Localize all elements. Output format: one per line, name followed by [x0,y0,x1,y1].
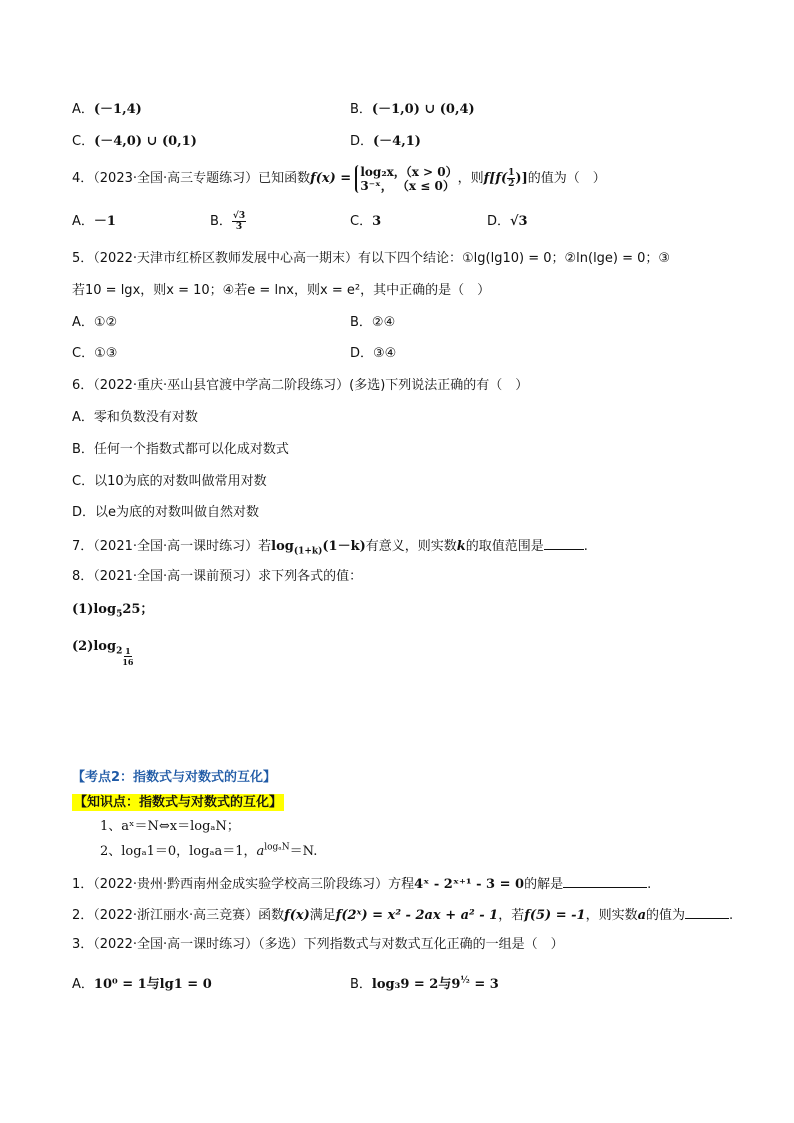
q6-option-d: D．以e为底的对数叫做自然对数 [72,505,260,520]
q4-option-d [487,212,528,232]
denominator: 16 [122,657,134,667]
question-text: . [647,877,652,892]
option-text: (－1,0) ∪ (0,4) [371,102,475,117]
question-text: （2022·天津市红桥区教师发展中心高一期末）有以下四个结论：①lg(lg10) = 0；②ln(lge) = 0；③ [93,251,671,266]
function: f(x) [284,908,310,923]
log-symbol: log [271,539,294,554]
question-text: ，若 [498,908,525,923]
q3-option-d [350,132,421,152]
option-label: A． [72,214,94,229]
q3-option-b [350,100,475,120]
knowledge-title: 【知识点：指数式与对数式的互化】 [74,795,283,810]
q4-option-c [350,212,381,232]
s3-option-a [72,975,212,995]
option-text: ②④ [371,315,396,330]
question-text: 若10 = lgx，则x = 10；④若e = lnx，则x = e²，其中正确的是（ ） [72,283,491,298]
denominator: 2 [508,179,515,189]
fraction [122,646,133,667]
option-label: D． [350,134,374,149]
question-number: 4． [72,171,94,186]
base-a: a [256,844,265,859]
option-label: B． [210,214,232,229]
log-argument: 25； [122,602,154,617]
equation: f(5) = -1 [524,908,586,923]
q3-option-c [72,132,197,152]
case-2: 3⁻ˣ， （x ≤ 0） [360,178,455,193]
numerator: 1 [125,646,131,656]
function-def: f(x) = [310,171,352,186]
q3-option-a [72,100,142,120]
case-1: log₂x，（x > 0） [360,164,458,179]
question-text: ，则 [457,171,484,186]
question-8: 8．（2021·全国·高一课前预习）求下列各式的值： [72,569,363,584]
q5-option-d [350,344,396,364]
option-text: (－1,4) [93,102,142,117]
option-text: = 3 [469,977,499,992]
section-title: 【考点2：指数式与对数式的互化】 [72,770,277,785]
part-label: (2) [72,639,94,654]
q4-option-a [72,212,116,232]
knowledge-text: 2、logₐ1＝0，logₐa＝1， [100,844,257,859]
log-base: 2 [116,646,123,657]
q4-option-b [210,208,246,236]
q6-option-a: A．零和负数没有对数 [72,410,198,425]
variable-a: a [637,908,647,923]
question-text: . [583,539,588,554]
question-number: 5． [72,251,94,266]
answer-blank[interactable] [563,873,647,888]
option-label: C． [72,134,95,149]
option-text: √3 [510,214,528,229]
equation: 4ˣ - 2ˣ⁺¹ - 3 = 0 [414,877,525,892]
option-label: D． [487,214,511,229]
log-symbol: log [93,639,117,654]
question-6: 6．（2022·重庆·巫山县官渡中学高二阶段练习）(多选)下列说法正确的有（ ） [72,378,529,393]
answer-blank[interactable] [544,535,584,550]
option-text: (－4,1) [373,134,421,149]
denominator: 3 [235,222,243,232]
option-label: A． [72,315,94,330]
knowledge-box [72,793,284,813]
log-symbol: log [93,602,117,617]
knowledge-text: ＝N. [289,844,318,859]
equation: f(2ˣ) = x² - 2ax + a² - 1 [335,908,499,923]
question-5-line-2 [72,281,490,301]
knowledge-point-1: 1、aˣ＝N⇔x＝logₐN； [100,819,240,834]
option-label: B． [350,102,372,117]
option-label: A． [72,102,94,117]
option-text: ①② [93,315,118,330]
question-text: . [729,908,734,923]
question-7 [72,535,588,557]
question-text: 的值为 [646,908,686,923]
s3-option-b [350,975,499,995]
question-text: 的取值范围是 [465,539,544,554]
question-text: 2．（2022·浙江丽水·高三竞赛）函数 [72,908,285,923]
option-text: 3 [372,214,382,229]
log-base: 5 [116,609,123,620]
variable-k: k [456,539,466,554]
answer-blank[interactable] [685,904,729,919]
option-label: B． [350,977,372,992]
question-text: 7．（2021·全国·高一课时练习）若 [72,539,272,554]
option-text: ①③ [94,346,118,361]
q8-part-2 [72,630,133,667]
option-text: －1 [93,214,116,229]
option-text: log₃9 = 2与9 [371,977,461,992]
option-text: (－4,0) ∪ (0,1) [94,134,197,149]
section-question-2 [72,904,733,926]
option-text: 10⁰ = 1与lg1 = 0 [93,977,212,992]
q5-option-c [72,344,117,364]
question-text: ，则实数 [585,908,638,923]
option-label: B． [350,315,372,330]
question-text: 满足 [309,908,336,923]
option-label: C． [72,346,95,361]
option-text: ③④ [373,346,397,361]
numerator: 1 [508,168,515,178]
question-text: 1．（2022·贵州·黔西南州金成实验学校高三阶段练习）方程 [72,877,415,892]
question-5 [72,249,670,269]
q5-option-a [72,313,117,333]
q6-option-b: B．任何一个指数式都可以化成对数式 [72,442,289,457]
part-label: (1) [72,602,94,617]
section-question-3: 3．（2022·全国·高一课时练习）（多选）下列指数式与对数式互化正确的一组是（ ） [72,937,564,952]
knowledge-point-2 [100,842,317,862]
question-4 [72,162,606,196]
section-question-1 [72,873,651,895]
q6-option-c: C．以10为底的对数叫做常用对数 [72,474,267,489]
q8-part-1 [72,600,153,620]
piecewise-brace [355,165,457,193]
q5-option-b [350,313,395,333]
exponent: ½ [460,975,470,986]
log-base: (1+k) [293,546,323,557]
exponent: logₐN [264,842,290,853]
numerator: √3 [232,211,246,221]
composition: f[f( [483,171,508,186]
question-text: 有意义，则实数 [365,539,457,554]
option-label: A． [72,977,94,992]
composition-end: )] [515,171,528,186]
question-text: （2023·全国·高三专题练习）已知函数 [93,171,311,186]
fraction [232,211,246,232]
log-argument: (1－k) [322,539,366,554]
option-label: C． [350,214,373,229]
question-text: 的值为（ ） [527,171,606,186]
question-text: 的解是 [524,877,564,892]
option-label: D． [350,346,374,361]
